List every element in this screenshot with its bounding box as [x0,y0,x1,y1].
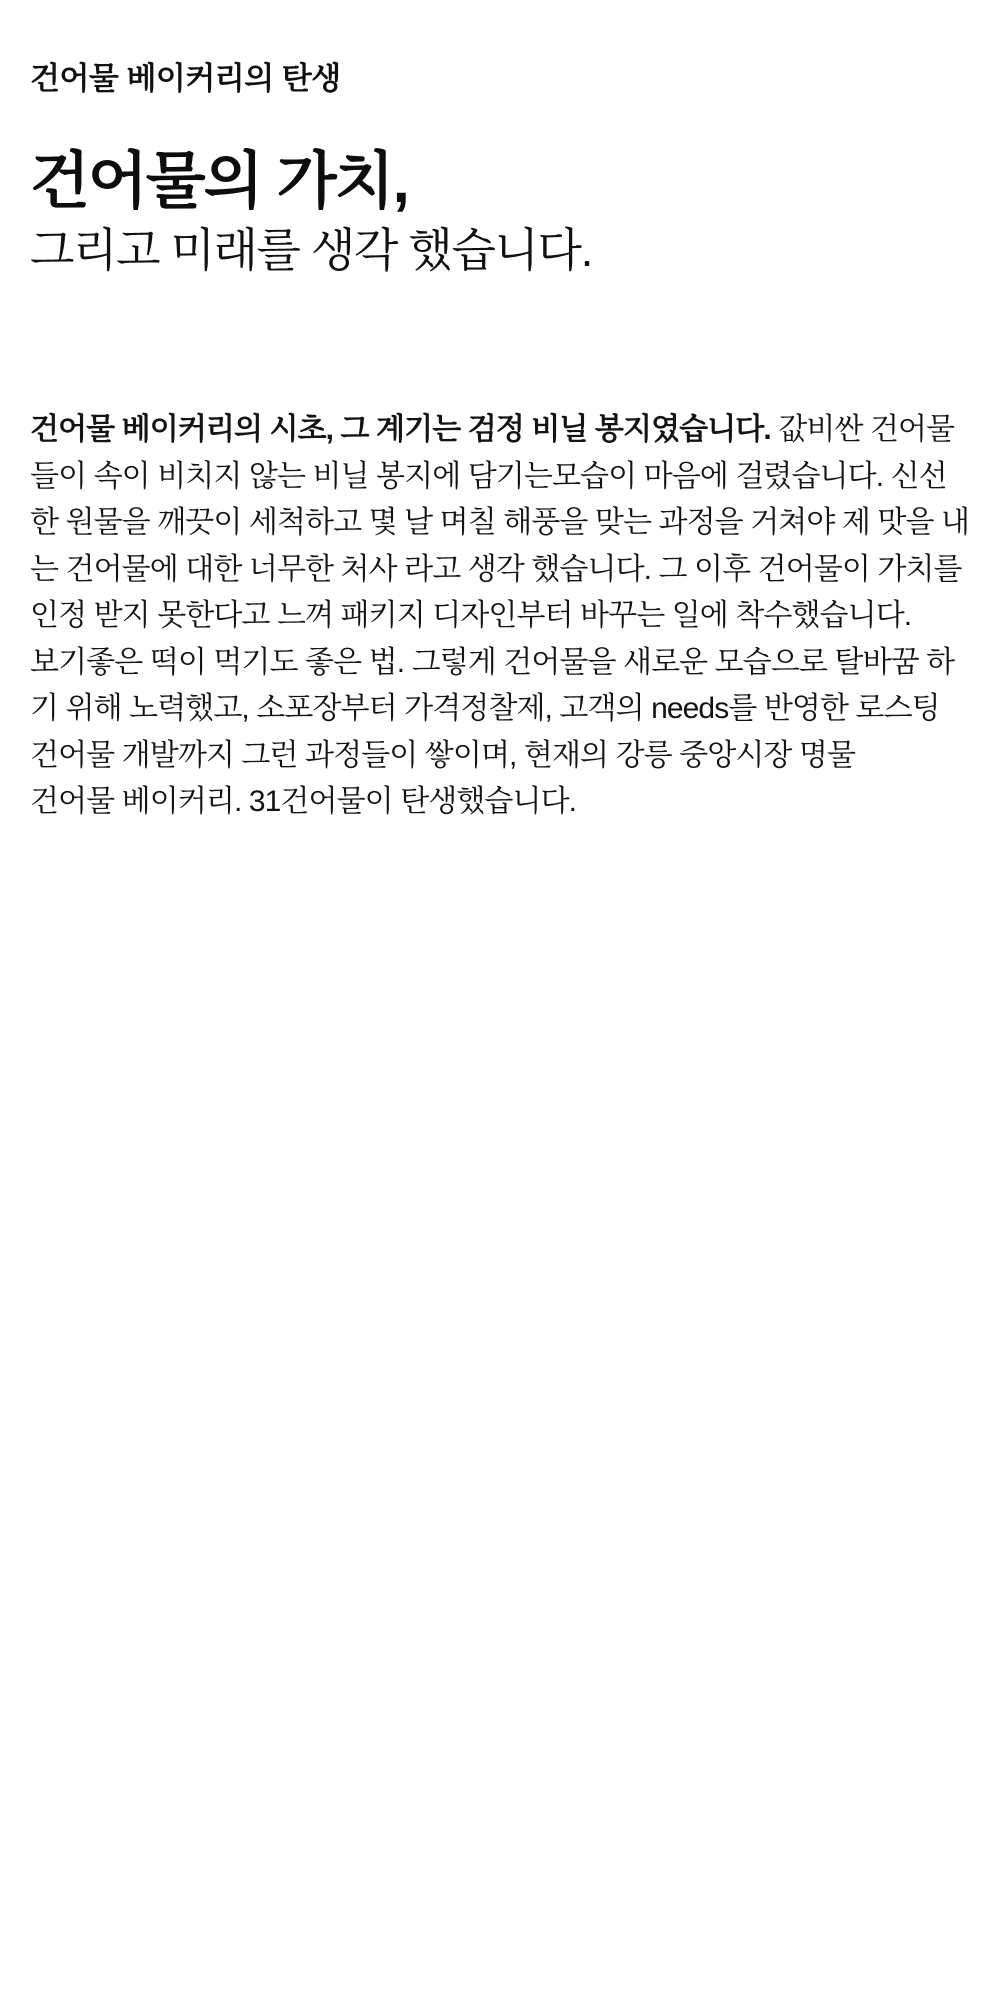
paragraph-1-rest: 값비싼 건어물들이 속이 비치지 않는 비닐 봉지에 담기는모습이 마음에 걸렸습니다. 신선한 원물을 깨끗이 세척하고 몇 날 며칠 해풍을 맞는 과정을 거쳐야 제 맛을 내는 건어물에 대한 너무한 처사 라고 생각 했습니다. 그 이후 건어물이 가치를 인정 받지 못한다고 느껴 패키지 디자인부터 바꾸는 일에 착수했습니다. [30,413,970,633]
headline-block [30,149,970,277]
paragraph-1-lead: 건어물 베이커리의 시초, 그 계기는 검정 비닐 봉지였습니다. [30,413,771,447]
eyebrow-heading: 건어물 베이커리의 탄생 [30,61,341,96]
page-title: 건어물의 가치, [30,147,408,217]
paragraph-1 [30,407,970,640]
body-copy [30,407,970,826]
paragraph-3: 건어물 베이커리. 31건어물이 탄생했습니다. [30,785,577,819]
paragraph-2: 보기좋은 떡이 먹기도 좋은 법. 그렇게 건어물을 새로운 모습으로 탈바꿈 하기 위해 노력했고, 소포장부터 가격정찰제, 고객의 needs를 반영한 로스팅 건어물 개발까지 그런 과정들이 쌓이며, 현재의 강릉 중앙시장 명물 [30,645,955,772]
page-subtitle: 그리고 미래를 생각 했습니다. [30,224,592,277]
